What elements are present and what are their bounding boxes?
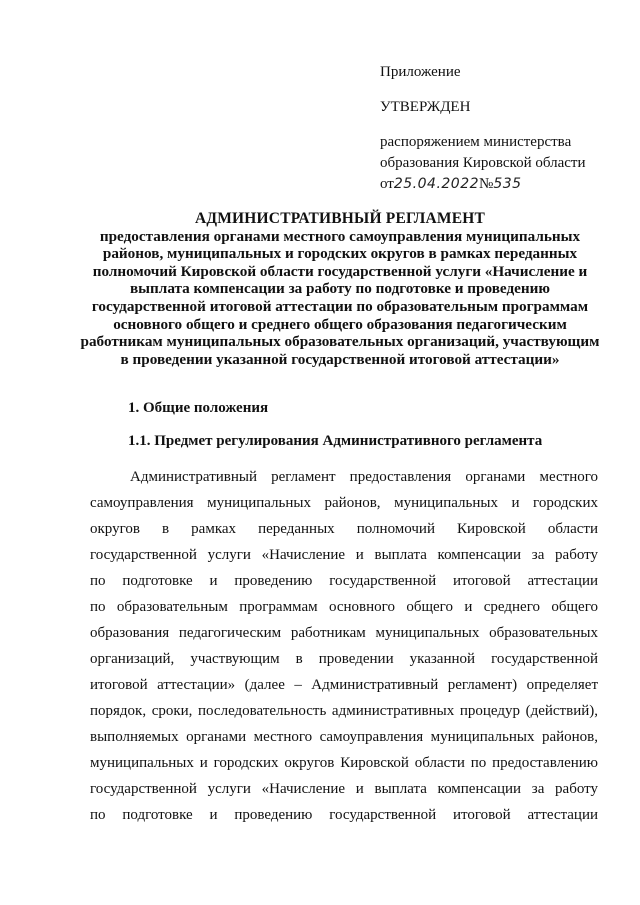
body-line: выполняемых органами местного самоуправления муниципальных районов, bbox=[90, 729, 598, 745]
title-line: в проведении указанной государственной итоговой аттестации» bbox=[120, 350, 560, 368]
body-line: по подготовке и проведению государственной итоговой аттестации bbox=[90, 573, 598, 589]
section-heading-subject: 1.1. Предмет регулирования Административного регламента bbox=[128, 433, 543, 449]
approved-by-line-1: распоряжением министерства bbox=[380, 134, 572, 150]
body-paragraph bbox=[90, 464, 598, 828]
body-line: по образовательным программам основного общего и среднего общего bbox=[90, 599, 598, 615]
body-line: образования педагогическим работникам муниципальных образовательных bbox=[90, 625, 598, 641]
body-line: по подготовке и проведению государственной итоговой аттестации bbox=[90, 807, 598, 823]
approved-by-line-2: образования Кировской области bbox=[380, 155, 586, 171]
document-title-block bbox=[80, 210, 600, 368]
handwritten-date: 25.04.2022 bbox=[393, 176, 480, 192]
body-line: округов в рамках переданных полномочий Кировской области bbox=[90, 521, 598, 537]
title-line: предоставления органами местного самоуправления муниципальных bbox=[99, 227, 581, 245]
title-line: работникам муниципальных образовательных организаций, участвующим bbox=[80, 333, 600, 351]
approval-date-line bbox=[380, 174, 620, 195]
body-line: самоуправления муниципальных районов, муниципальных и городских bbox=[90, 495, 598, 511]
handwritten-number: 535 bbox=[493, 176, 522, 192]
body-line: организаций, участвующим в проведении указанной государственной bbox=[90, 651, 598, 667]
body-line: государственной услуги «Начисление и выплата компенсации за работу bbox=[90, 781, 598, 797]
approval-block bbox=[380, 62, 620, 195]
body-line: итоговой аттестации» (далее – Административный регламент) определяет bbox=[90, 677, 598, 693]
body-line: муниципальных и городских округов Кировской области по предоставлению bbox=[90, 755, 598, 771]
body-line: государственной услуги «Начисление и выплата компенсации за работу bbox=[90, 547, 598, 563]
title-line: районов, муниципальных и городских округов в рамках переданных bbox=[102, 245, 578, 263]
body-line: порядок, сроки, последовательность административных процедур (действий), bbox=[90, 703, 598, 719]
title-line: государственной итоговой аттестации по образовательным программам bbox=[91, 297, 589, 315]
number-prefix: № bbox=[479, 176, 494, 192]
approved-label: УТВЕРЖДЕН bbox=[380, 99, 471, 115]
appendix-label: Приложение bbox=[380, 64, 461, 80]
title-line: полномочий Кировской области государственной услуги «Начисление и bbox=[92, 262, 588, 280]
title-line: выплата компенсации за работу по подготовке и проведению bbox=[129, 280, 550, 298]
title-line: основного общего и среднего общего образования педагогическим bbox=[113, 315, 567, 333]
document-title: АДМИНИСТРАТИВНЫЙ РЕГЛАМЕНТ bbox=[194, 210, 486, 227]
section-heading-general: 1. Общие положения bbox=[128, 400, 269, 416]
date-prefix: от bbox=[380, 176, 394, 192]
body-line: Административный регламент предоставления органами местного bbox=[130, 469, 598, 485]
